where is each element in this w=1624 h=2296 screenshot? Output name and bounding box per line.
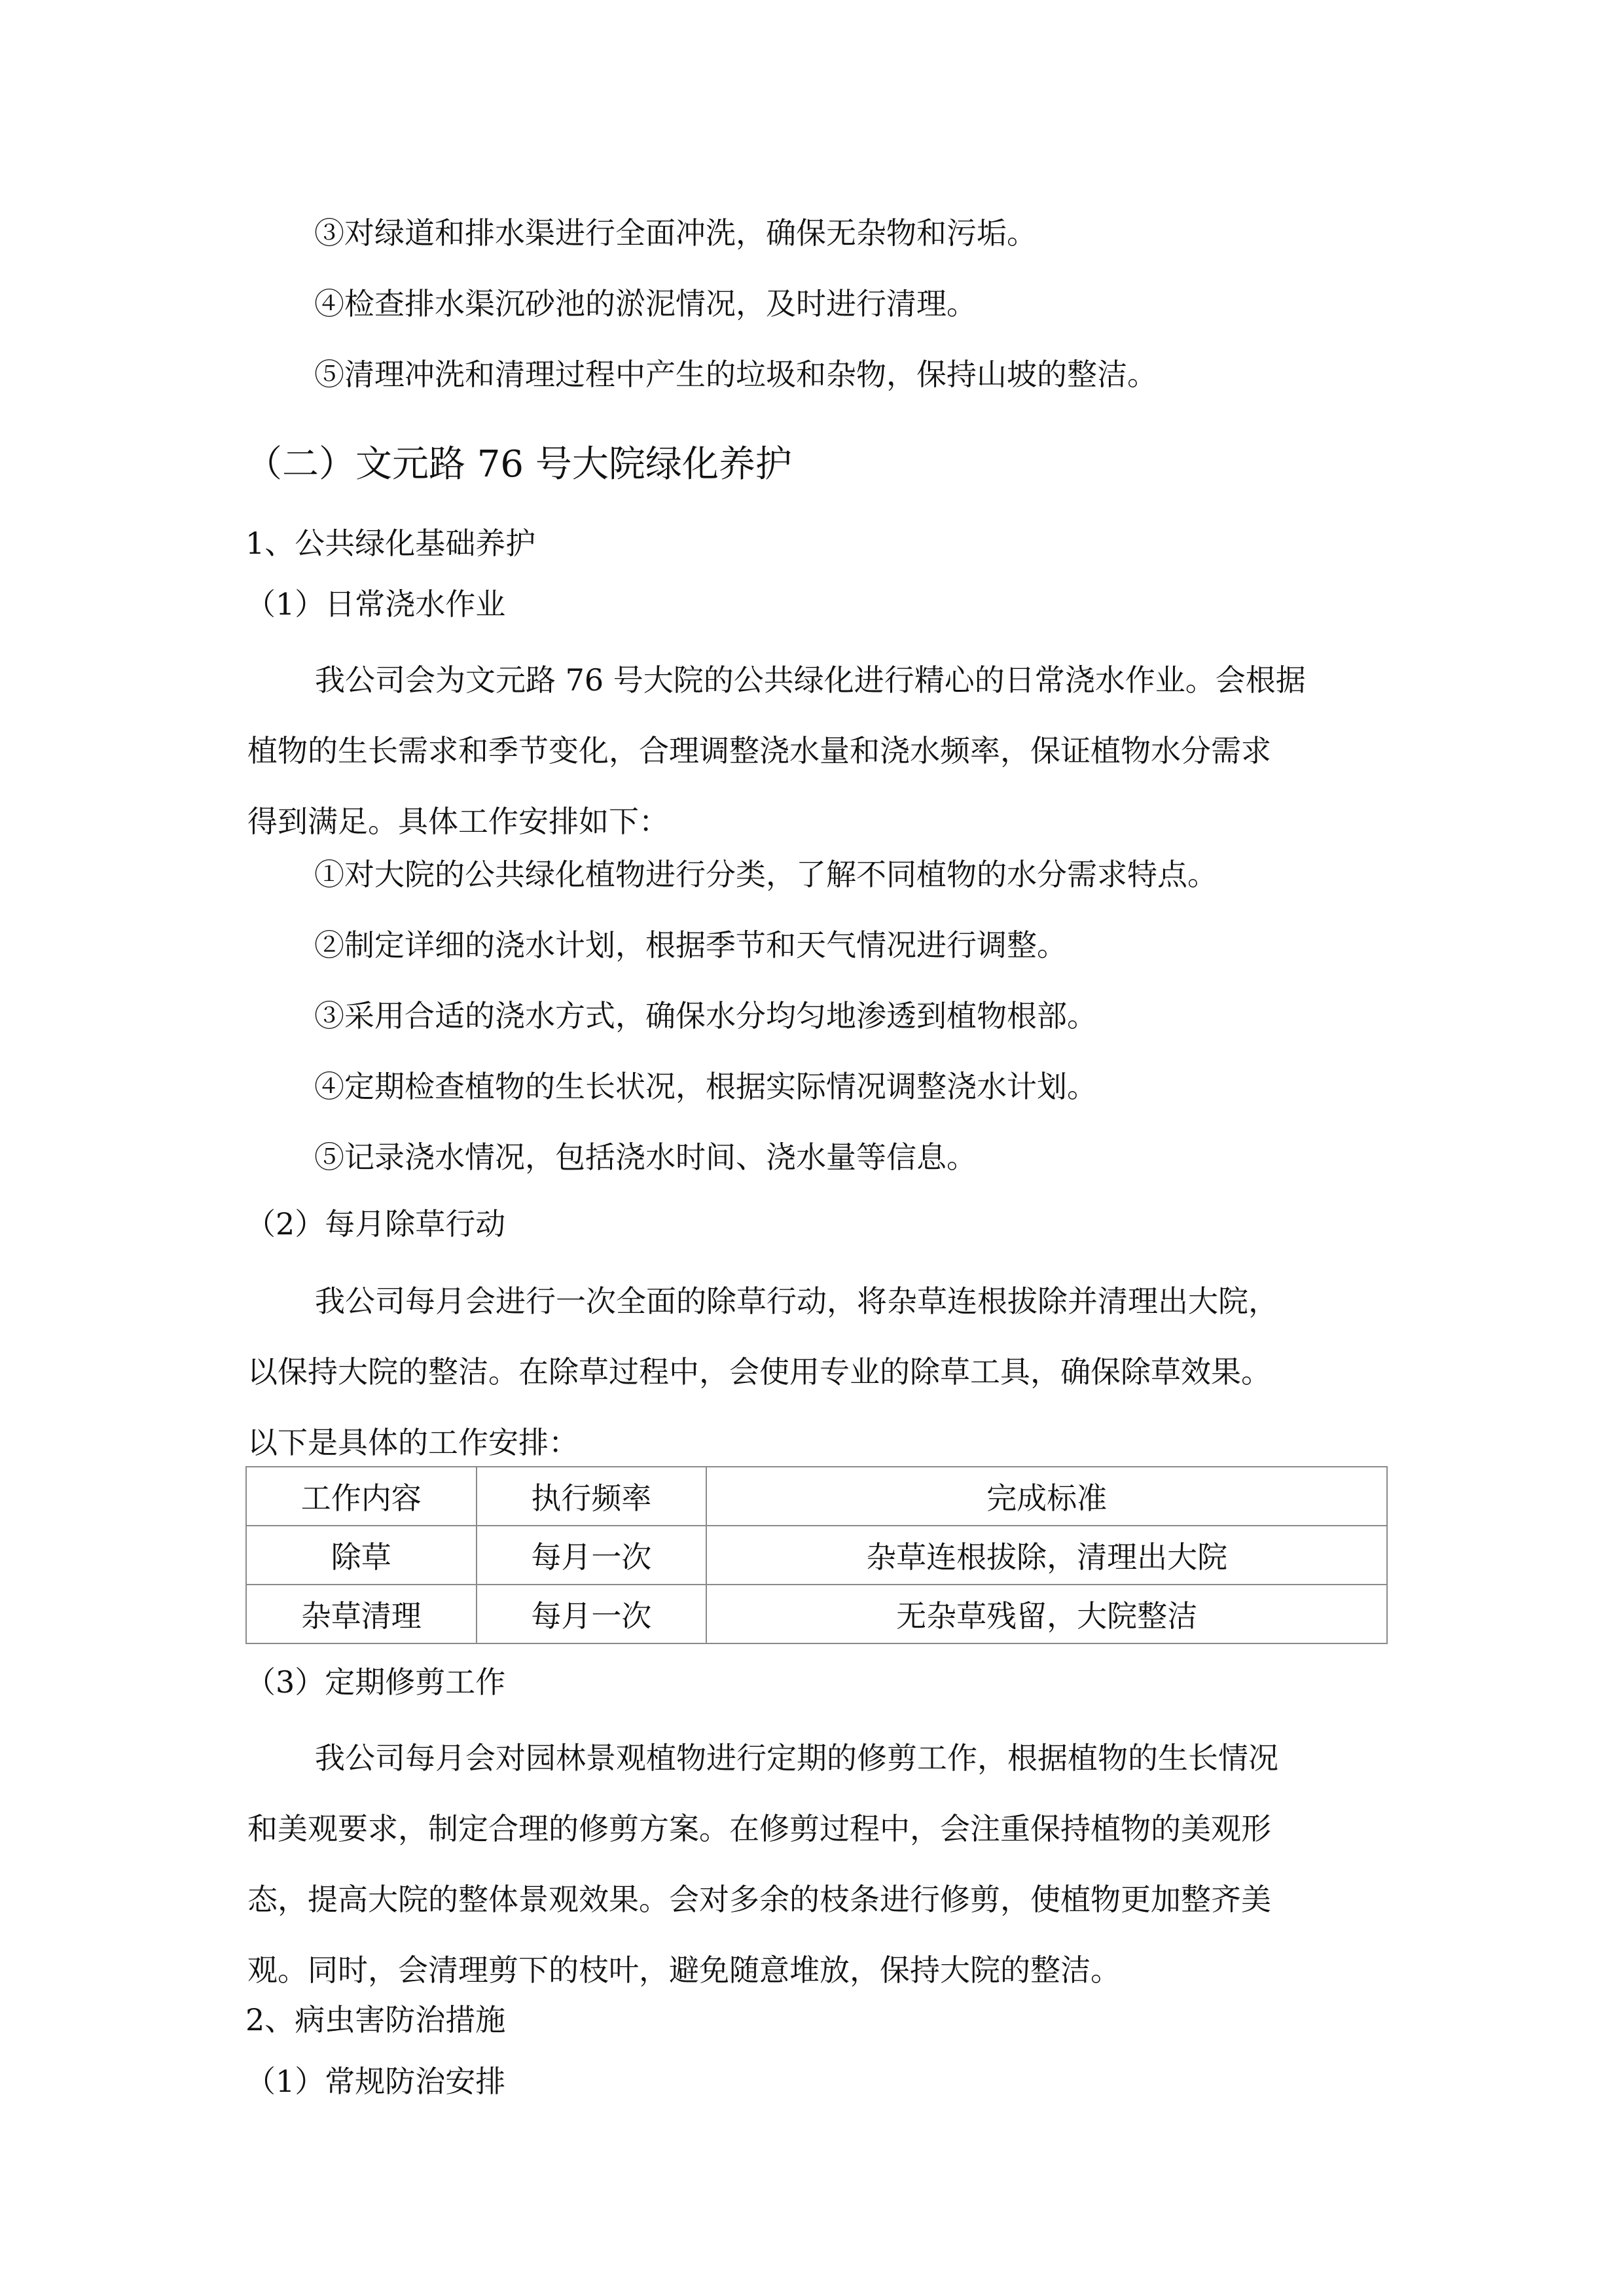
paragraph-line: 得到满足。具体工作安排如下：	[247, 804, 669, 839]
paragraph-line: 我公司每月会进行一次全面的除草行动，将杂草连根拔除并清理出大院，	[315, 1283, 1278, 1319]
table-cell: 无杂草残留，大院整洁	[706, 1585, 1387, 1643]
table-row	[246, 1526, 1387, 1585]
table-header-cell: 工作内容	[246, 1467, 477, 1526]
item-heading: （1）日常浇水作业	[245, 586, 506, 622]
paragraph-line: 观。同时，会清理剪下的枝叶，避免随意堆放，保持大院的整洁。	[247, 1952, 1121, 1988]
table-cell: 杂草连根拔除，清理出大院	[706, 1526, 1387, 1585]
item-heading: （3）定期修剪工作	[245, 1664, 506, 1700]
table-cell: 除草	[246, 1526, 477, 1585]
list-item: ③采用合适的浇水方式，确保水分均匀地渗透到植物根部。	[314, 998, 1097, 1033]
subsection-heading: 1、公共绿化基础养护	[245, 526, 536, 561]
list-item: ④检查排水渠沉砂池的淤泥情况，及时进行清理。	[314, 286, 977, 321]
paragraph-watering	[247, 645, 1386, 857]
list-item: ④定期检查植物的生长状况，根据实际情况调整浇水计划。	[314, 1069, 1097, 1104]
section-heading: （二）文元路 76 号大院绿化养护	[245, 443, 792, 486]
paragraph-line: 以下是具体的工作安排：	[247, 1425, 579, 1460]
item-heading: （2）每月除草行动	[245, 1206, 506, 1242]
paragraph-line: 以保持大院的整洁。在除草过程中，会使用专业的除草工具，确保除草效果。	[247, 1354, 1271, 1390]
paragraph-line: 态，提高大院的整体景观效果。会对多余的枝条进行修剪，使植物更加整齐美	[247, 1882, 1271, 1917]
list-item: ③对绿道和排水渠进行全面冲洗，确保无杂物和污垢。	[314, 215, 1037, 251]
list-item: ②制定详细的浇水计划，根据季节和天气情况进行调整。	[314, 927, 1067, 963]
table-row	[246, 1585, 1387, 1643]
list-item: ⑤记录浇水情况，包括浇水时间、浇水量等信息。	[314, 1139, 977, 1175]
list-item: ①对大院的公共绿化植物进行分类，了解不同植物的水分需求特点。	[314, 857, 1218, 892]
paragraph-line: 和美观要求，制定合理的修剪方案。在修剪过程中，会注重保持植物的美观形	[247, 1811, 1271, 1846]
work-schedule-table	[245, 1466, 1388, 1644]
subsection-heading: 2、病虫害防治措施	[245, 2002, 506, 2037]
paragraph-weeding	[247, 1266, 1386, 1473]
paragraph-line: 植物的生长需求和季节变化，合理调整浇水量和浇水频率，保证植物水分需求	[247, 733, 1271, 768]
list-item: ⑤清理冲洗和清理过程中产生的垃圾和杂物，保持山坡的整洁。	[314, 357, 1157, 392]
table-header-cell: 执行频率	[477, 1467, 707, 1526]
table-cell: 每月一次	[477, 1526, 707, 1585]
table-header-cell: 完成标准	[706, 1467, 1387, 1526]
paragraph-pruning	[247, 1723, 1386, 2005]
table-cell: 每月一次	[477, 1585, 707, 1643]
item-heading: （1）常规防治安排	[245, 2064, 506, 2099]
table-cell: 杂草清理	[246, 1585, 477, 1643]
table-header-row	[246, 1467, 1387, 1526]
paragraph-line: 我公司会为文元路 76 号大院的公共绿化进行精心的日常浇水作业。会根据	[315, 662, 1306, 698]
paragraph-line: 我公司每月会对园林景观植物进行定期的修剪工作，根据植物的生长情况	[315, 1740, 1278, 1776]
